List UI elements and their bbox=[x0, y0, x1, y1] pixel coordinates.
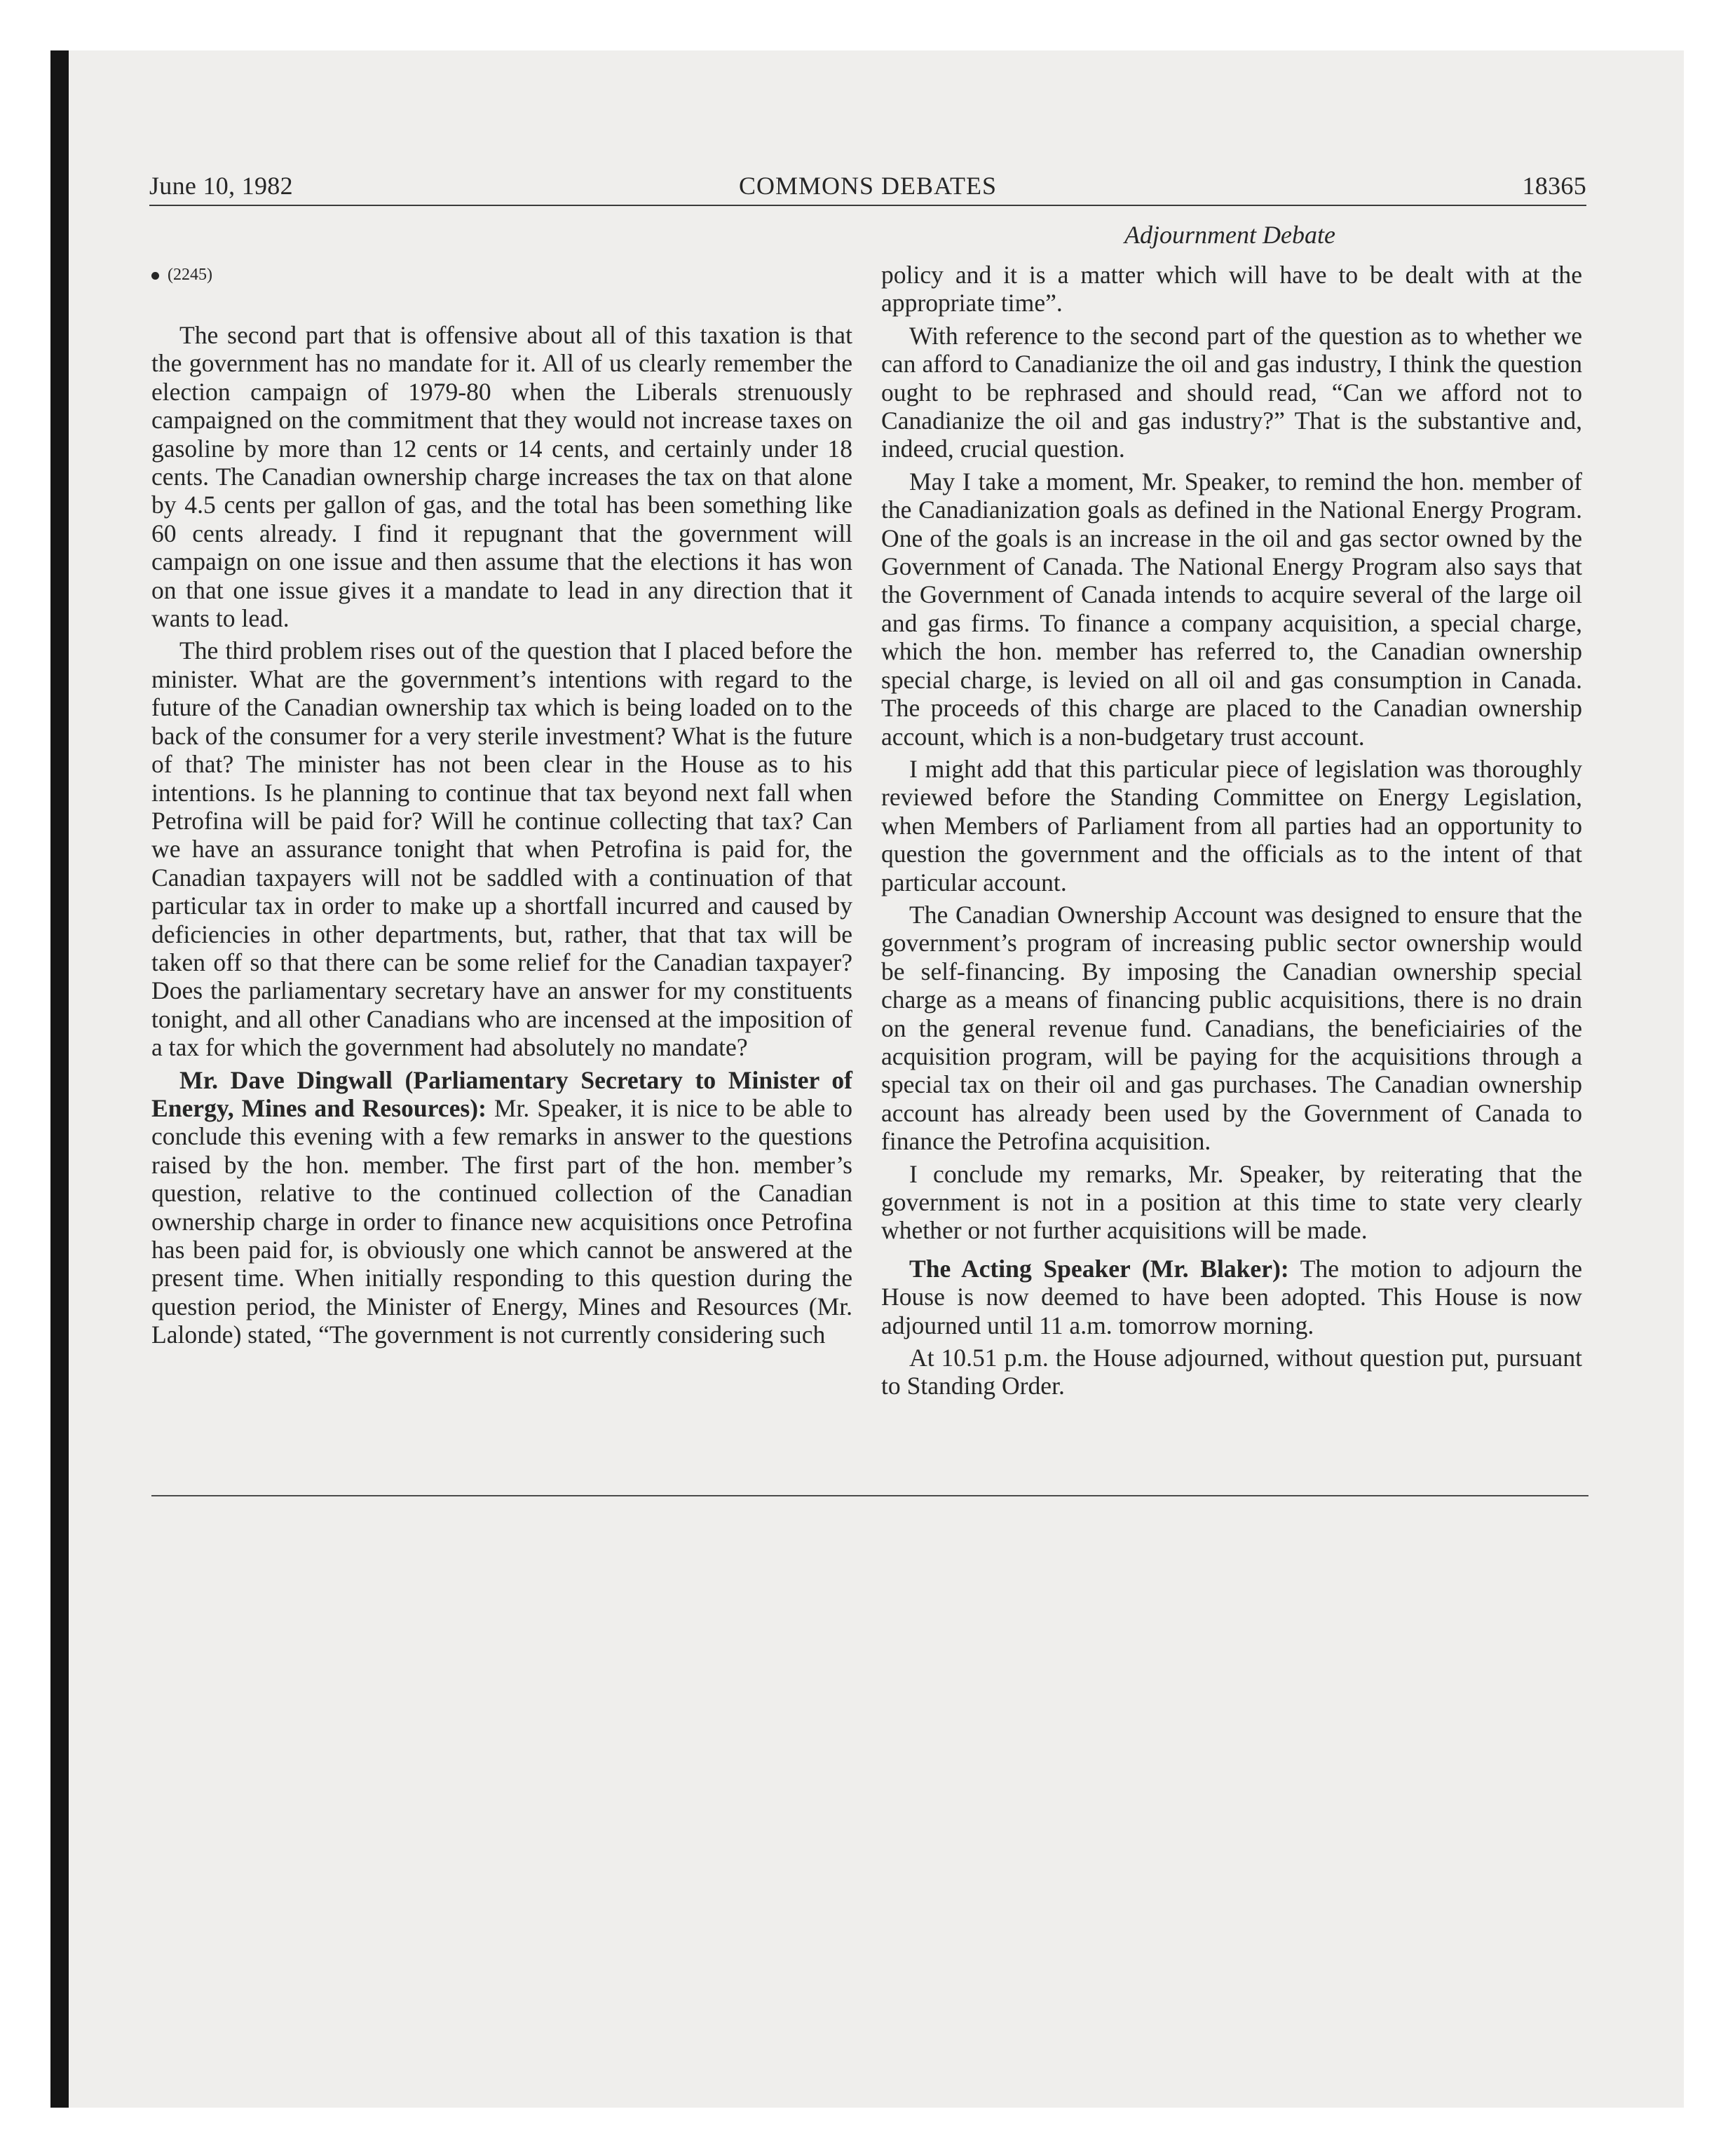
paragraph: I conclude my remarks, Mr. Speaker, by reiterating that the government is not in a position at this time to state very clearly whether or not further acquisitions will be made. bbox=[881, 1159, 1582, 1245]
paragraph: policy and it is a matter which will have to be dealt with at the appropriate time”. bbox=[881, 261, 1582, 318]
speech-text: The motion to adjourn the House is now deemed to have been adopted. This House is now adjourned until 11 a.m. tomorrow morning. bbox=[881, 1254, 1582, 1339]
paragraph bbox=[881, 1255, 1582, 1339]
paragraph: I might add that this particular piece of legislation was thoroughly reviewed before the Standing Committee on Energy Legislation, when Members of Parliament from all parties had an opportunity to question the government and the officials as to the intent of that particular account. bbox=[881, 754, 1582, 896]
speaker-name: Mr. Dave Dingwall (Parliamentary Secretary to Minister of Energy, Mines and Resources): bbox=[151, 1065, 852, 1122]
scan-left-edge bbox=[50, 50, 69, 2108]
header-rule bbox=[149, 205, 1586, 206]
section-title: Adjournment Debate bbox=[1124, 221, 1335, 249]
paragraph: The third problem rises out of the question that I placed before the minister. What are the government’s intentions with regard to the future of the Canadian ownership tax which is being loaded on to the back of the consumer for a very sterile investment? What is the future of that? The minister has not been clear in the House as to his intentions. Is he planning to continue that tax beyond next fall when Petrofina will be paid for? Will he continue collecting that tax? Can we have an assurance tonight that when Petrofina is paid for, the Canadian taxpayers will not be saddled with a continuation of that particular tax in order to make up a shortfall incurred and caused by deficiencies in other departments, but, rather, that that tax will be taken off so that there can be some relief for the Canadian taxpayer? Does the parliamentary secretary have an answer for my constituents tonight, and all other Canadians who are incensed at the imposition of a tax for which the government had absolutely no mandate? bbox=[151, 636, 852, 1062]
timestamp bbox=[151, 261, 212, 289]
header-page-number: 18365 bbox=[1522, 172, 1586, 200]
header-title: COMMONS DEBATES bbox=[738, 172, 998, 200]
paragraph: May I take a moment, Mr. Speaker, to remind the hon. member of the Canadianization goals as defined in the National Energy Program. One of the goals is an increase in the oil and gas sector owned by the Government of Canada. The National Energy Program also says that the Government of Canada intends to acquire several of the large oil and gas firms. To finance a company acquisition, a special charge, which the hon. member has referred to, the Canadian ownership special charge, is levied on all oil and gas consumption in Canada. The proceeds of this charge are placed to the Canadian ownership account, which is a non-budgetary trust account. bbox=[881, 467, 1582, 751]
bullet-icon bbox=[151, 272, 159, 280]
timestamp-text: (2245) bbox=[168, 266, 212, 284]
bottom-rule bbox=[151, 1495, 1588, 1496]
paragraph: The Canadian Ownership Account was designed to ensure that the government’s program of increasing public sector ownership would be self-financing. By imposing the Canadian ownership special charge as a means of financing public acquisitions, there is no drain on the general revenue fund. Canadians, the beneficiairies of the acquisition program, will be paying for the acquisitions through a special tax on their oil and gas purchases. The Canadian ownership account has already been used by the Government of Canada to finance the Petrofina acquisition. bbox=[881, 900, 1582, 1156]
speech-text: Mr. Speaker, it is nice to be able to conclude this evening with a few remarks in answer to the questions raised by the hon. member. The first part of the hon. member’s question, relative to the continued collection of the Canadian ownership charge in order to finance new acquisitions once Petrofina has been paid for, is obviously one which cannot be answered at the present time. When initially responding to this question during the question period, the Minister of Energy, Mines and Resources (Mr. Lalonde) stated, “The government is not currently considering such bbox=[151, 1093, 852, 1349]
paragraph: The second part that is offensive about all of this taxation is that the government has no mandate for it. All of us clearly remember the election campaign of 1979-80 when the Liberals strenuously campaigned on the commitment that they would not increase taxes on gasoline by more than 12 cents or 14 cents, and certainly under 18 cents. The Canadian ownership charge increases the tax on that alone by 4.5 cents per gallon of gas, and the total has been something like 60 cents already. I find it repugnant that the government will campaign on one issue and then assume that the elections it has won on that one issue gives it a mandate to lead in any direction that it wants to lead. bbox=[151, 321, 852, 633]
right-column bbox=[881, 261, 1582, 1400]
page-header bbox=[149, 171, 1586, 205]
header-date: June 10, 1982 bbox=[149, 172, 293, 200]
paragraph: At 10.51 p.m. the House adjourned, without question put, pursuant to Standing Order. bbox=[881, 1344, 1582, 1400]
left-column bbox=[151, 321, 852, 1349]
speaker-name: The Acting Speaker (Mr. Blaker): bbox=[909, 1254, 1289, 1283]
document-page bbox=[69, 50, 1684, 2108]
paragraph: With reference to the second part of the question as to whether we can afford to Canadianize the oil and gas industry, I think the question ought to be rephrased and should read, “Can we afford not to Canadianize the oil and gas industry?” That is the substantive and, indeed, crucial question. bbox=[881, 321, 1582, 463]
paragraph bbox=[151, 1066, 852, 1349]
